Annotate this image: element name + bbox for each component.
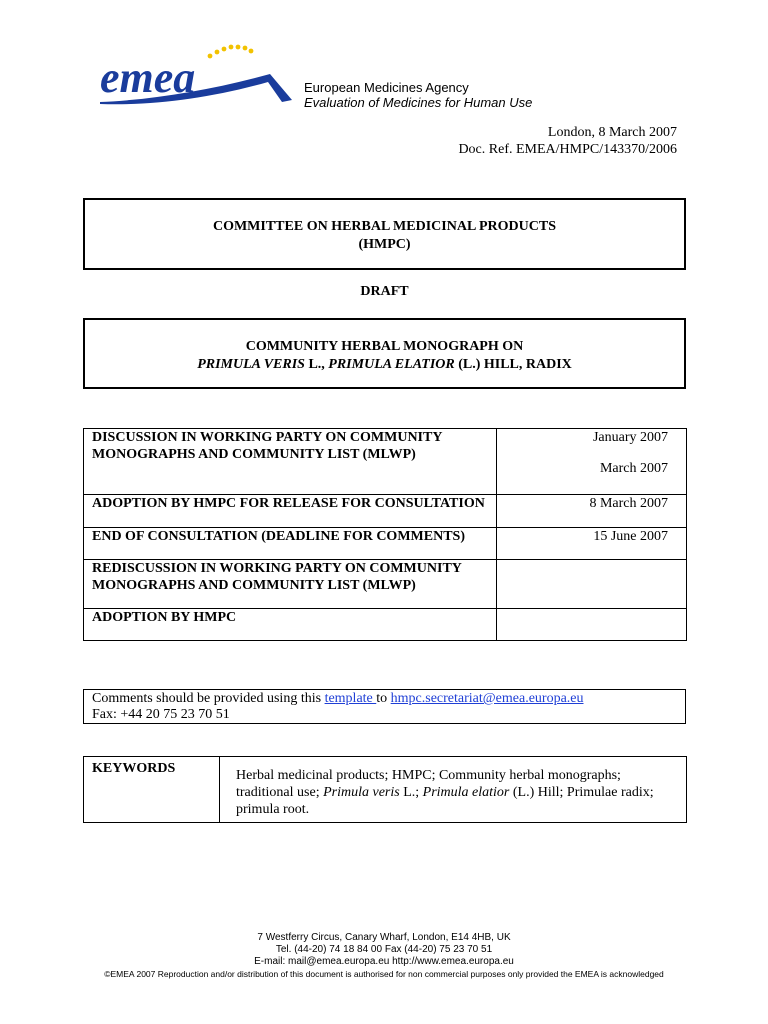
committee-title: COMMITTEE ON HERBAL MEDICINAL PRODUCTS — [212, 219, 557, 234]
row-label: ADOPTION BY HMPC — [84, 609, 497, 641]
row-label: END OF CONSULTATION (DEADLINE FOR COMMENTS) — [84, 528, 497, 560]
agency-name: European Medicines Agency — [304, 80, 469, 95]
committee-box — [83, 198, 686, 270]
monograph-title-box — [83, 318, 686, 389]
email-link[interactable]: hmpc.secretariat@emea.europa.eu — [390, 691, 584, 706]
committee-abbr: (HMPC) — [358, 237, 411, 252]
row-date — [497, 609, 687, 641]
table-row — [84, 429, 687, 495]
agency-block — [304, 80, 532, 110]
logo-text: emea — [100, 53, 196, 102]
keywords-table — [83, 756, 687, 823]
keywords-label: KEYWORDS — [84, 757, 220, 823]
comments-box — [83, 689, 686, 724]
row-date: 15 June 2007 — [497, 528, 687, 560]
footer-web: E-mail: mail@emea.europa.eu http://www.emea.europa.eu — [254, 956, 514, 967]
monograph-title: COMMUNITY HERBAL MONOGRAPH ON — [245, 339, 524, 354]
draft-label: DRAFT — [360, 284, 409, 299]
species-primula-veris: PRIMULA VERIS — [197, 357, 305, 372]
species-primula-elatior: PRIMULA ELATIOR — [328, 357, 455, 372]
monograph-species: PRIMULA VERIS L., PRIMULA ELATIOR (L.) HILL, RADIX — [197, 357, 572, 372]
footer-phone: Tel. (44-20) 74 18 84 00 Fax (44-20) 75 23 70 51 — [275, 944, 493, 955]
comments-line: Comments should be provided using this template to hmpc.secretariat@emea.europa.eu — [92, 691, 584, 706]
footer-address: 7 Westferry Circus, Canary Wharf, London, E14 4HB, UK — [257, 932, 511, 943]
emea-logo — [92, 42, 297, 112]
date-line: London, 8 March 2007 — [547, 125, 677, 140]
timeline-table — [83, 428, 687, 641]
row-label: DISCUSSION IN WORKING PARTY ON COMMUNITY MONOGRAPHS AND COMMUNITY LIST (MLWP) — [84, 429, 497, 495]
row-date: 8 March 2007 — [497, 495, 687, 528]
table-row — [84, 609, 687, 641]
footer-copyright: ©EMEA 2007 Reproduction and/or distribution of this document is authorised for non commercial purposes only provided the EMEA is acknowledged — [104, 969, 664, 979]
table-row — [84, 495, 687, 528]
row-label: ADOPTION BY HMPC FOR RELEASE FOR CONSULTATION — [84, 495, 497, 528]
row-date: January 2007 March 2007 — [497, 429, 687, 495]
table-row — [84, 528, 687, 560]
footer — [0, 932, 768, 980]
doc-ref: Doc. Ref. EMEA/HMPC/143370/2006 — [458, 142, 677, 157]
row-date — [497, 560, 687, 609]
fax-line: Fax: +44 20 75 23 70 51 — [92, 707, 230, 722]
template-link[interactable]: template — [324, 691, 377, 706]
row-label: REDISCUSSION IN WORKING PARTY ON COMMUNITY MONOGRAPHS AND COMMUNITY LIST (MLWP) — [84, 560, 497, 609]
keywords-value: Herbal medicinal products; HMPC; Community herbal monographs; traditional use; Primula veris L.; Primula elatior (L.) Hill; Primulae radix; primula root. — [220, 757, 687, 823]
document-meta — [458, 124, 677, 158]
table-row — [84, 757, 687, 823]
logo-stars — [208, 45, 254, 59]
table-row — [84, 560, 687, 609]
agency-subtitle: Evaluation of Medicines for Human Use — [304, 95, 533, 110]
